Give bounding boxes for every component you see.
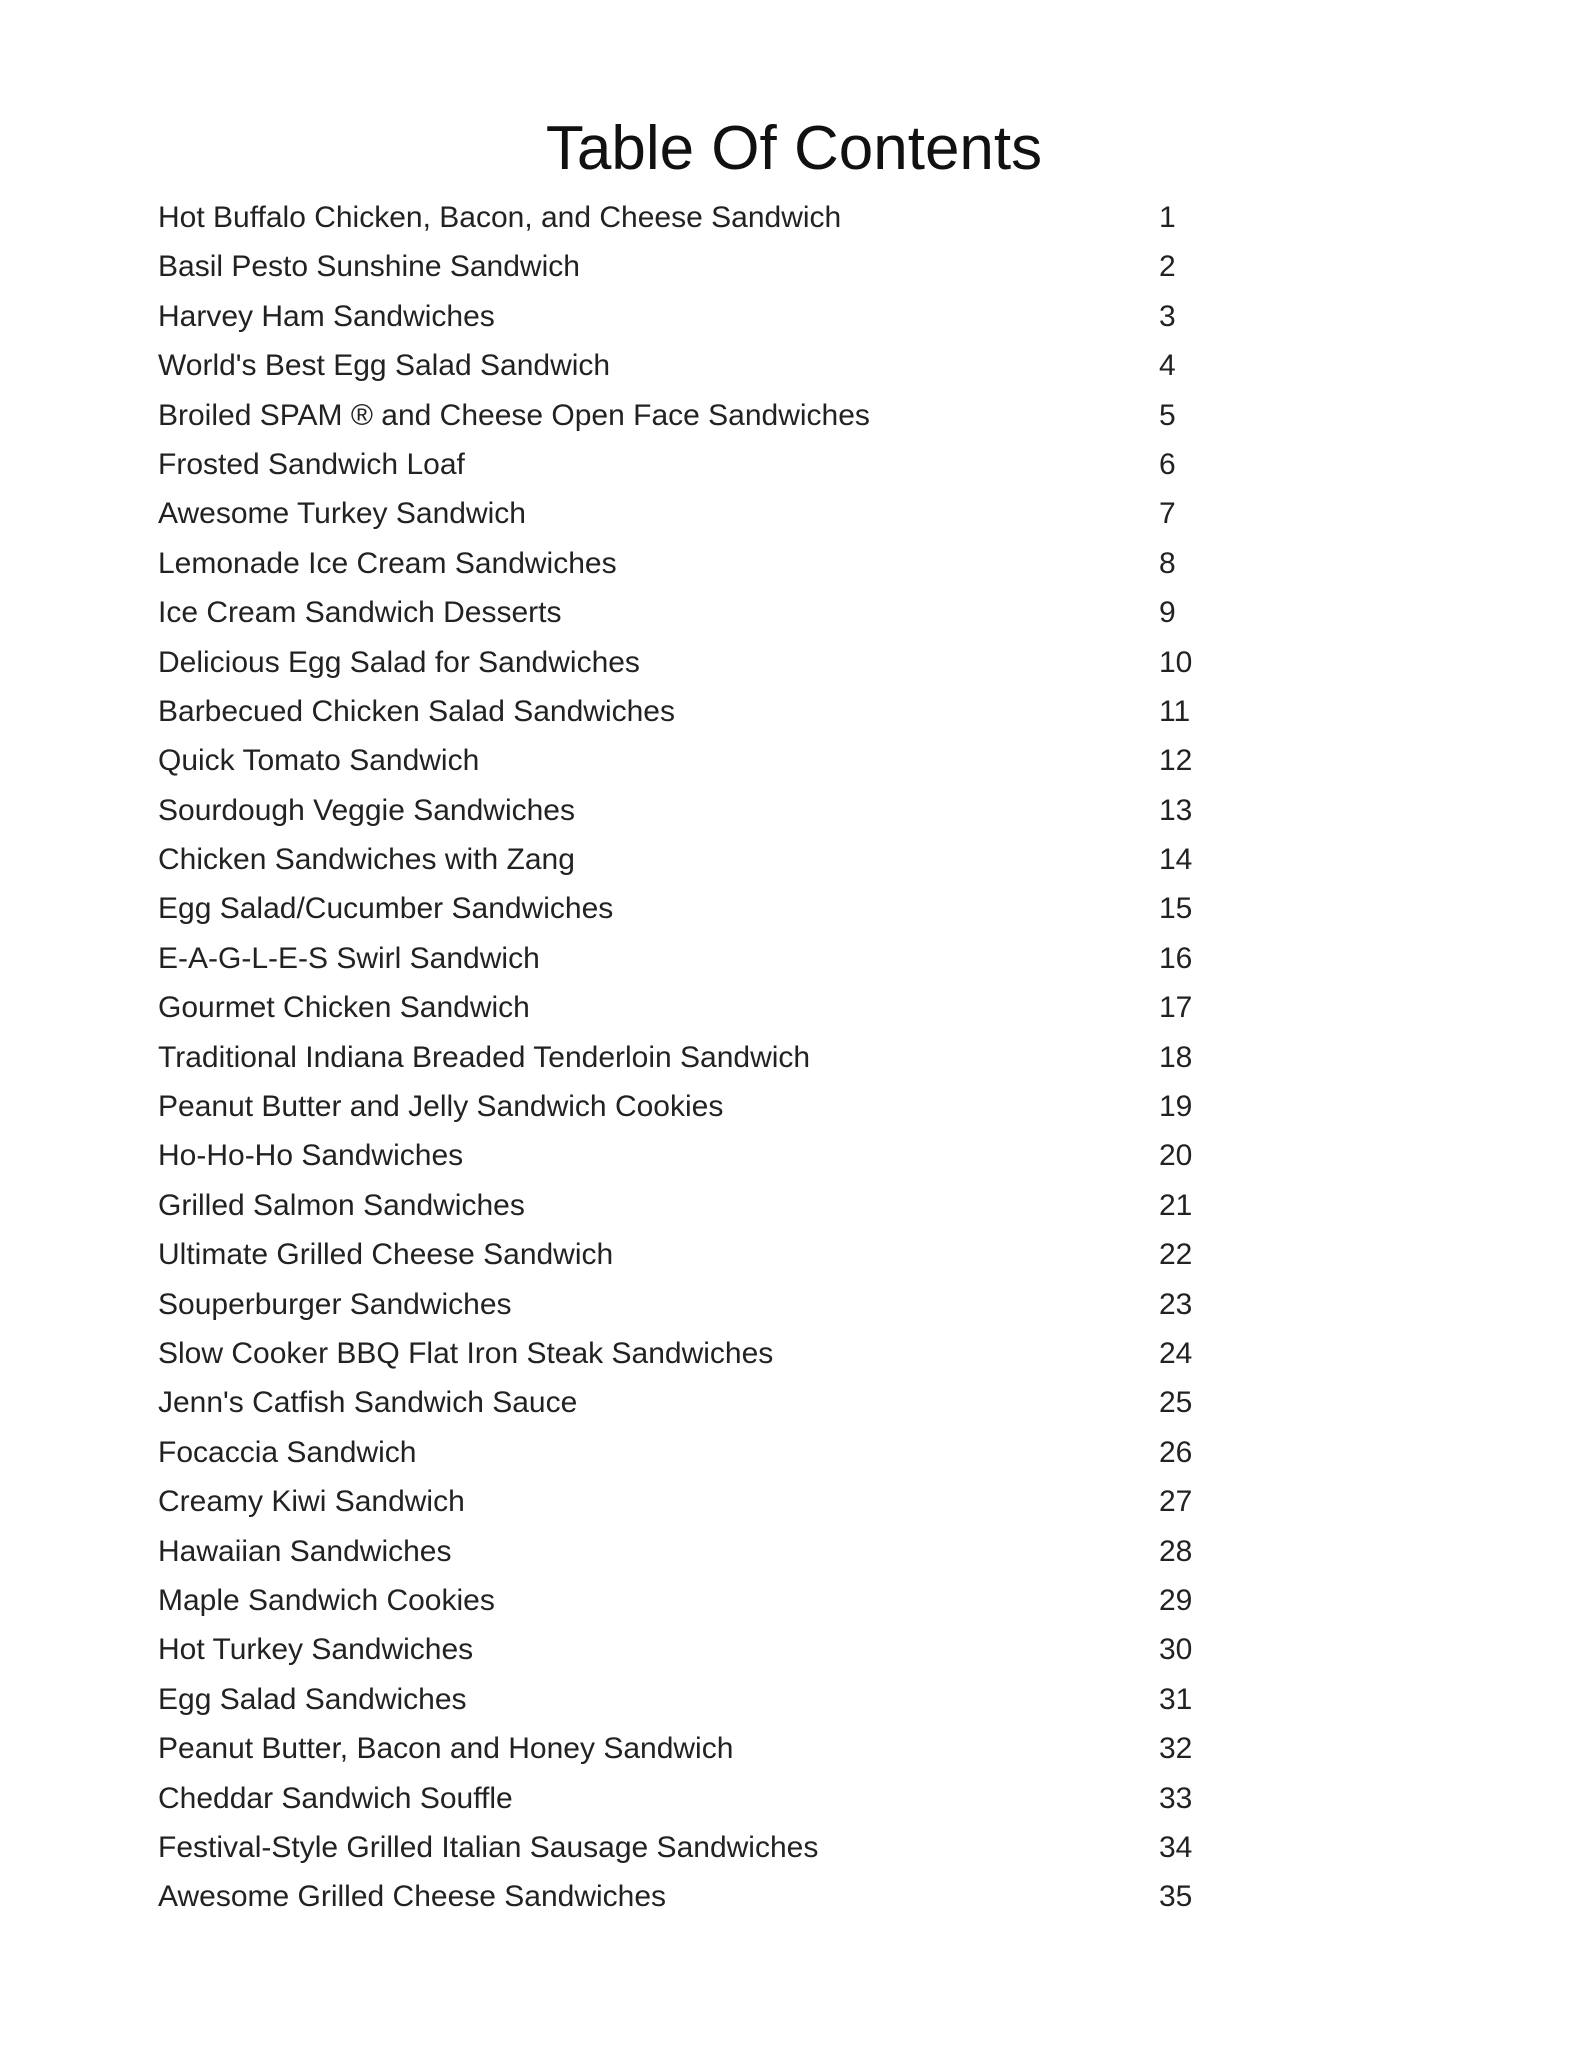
toc-entry-page-number: 4	[1159, 349, 1176, 383]
toc-entry-page-number: 28	[1159, 1534, 1193, 1568]
toc-entry	[158, 884, 1218, 933]
toc-entry	[158, 440, 1218, 489]
toc-entry	[158, 934, 1218, 983]
toc-entry-page-number: 5	[1159, 398, 1176, 432]
toc-entry-title: Grilled Salmon Sandwiches	[158, 1188, 525, 1222]
toc-entry	[158, 1576, 1218, 1625]
toc-entry-page-number: 18	[1159, 1040, 1193, 1074]
toc-entry-page-number: 17	[1159, 991, 1193, 1025]
toc-entry-title: Focaccia Sandwich	[158, 1435, 417, 1469]
toc-entry	[158, 1280, 1218, 1329]
toc-entry	[158, 1082, 1218, 1131]
toc-entry-page-number: 14	[1159, 843, 1193, 877]
toc-entry-title: Barbecued Chicken Salad Sandwiches	[158, 694, 675, 728]
toc-entry-title: Delicious Egg Salad for Sandwiches	[158, 645, 640, 679]
toc-entry-title: Chicken Sandwiches with Zang	[158, 843, 575, 877]
toc-entry	[158, 1724, 1218, 1773]
toc-entry-title: E-A-G-L-E-S Swirl Sandwich	[158, 941, 540, 975]
toc-entry-title: Peanut Butter, Bacon and Honey Sandwich	[158, 1732, 734, 1766]
toc-entry-page-number: 34	[1159, 1830, 1193, 1864]
toc-entry-title: Hot Turkey Sandwiches	[158, 1633, 474, 1667]
toc-entry	[158, 1477, 1218, 1526]
toc-entry	[158, 242, 1218, 291]
toc-entry-title: Egg Salad/Cucumber Sandwiches	[158, 892, 614, 926]
toc-entry	[158, 1428, 1218, 1477]
toc-entry-page-number: 35	[1159, 1880, 1193, 1914]
toc-entry-page-number: 31	[1159, 1682, 1193, 1716]
toc-entry-page-number: 33	[1159, 1781, 1193, 1815]
toc-entry-page-number: 22	[1159, 1238, 1193, 1272]
toc-entry-title: Creamy Kiwi Sandwich	[158, 1485, 465, 1519]
toc-entry-title: Hawaiian Sandwiches	[158, 1534, 452, 1568]
toc-entry	[158, 1625, 1218, 1674]
toc-entry-page-number: 7	[1159, 497, 1176, 531]
toc-entry-title: Ultimate Grilled Cheese Sandwich	[158, 1238, 614, 1272]
toc-entry	[158, 391, 1218, 440]
toc-entry-title: Lemonade Ice Cream Sandwiches	[158, 546, 617, 580]
toc-entry-page-number: 3	[1159, 299, 1176, 333]
toc-entry-title: Awesome Grilled Cheese Sandwiches	[158, 1880, 667, 1914]
toc-entry-page-number: 13	[1159, 793, 1193, 827]
toc-entry-page-number: 32	[1159, 1732, 1193, 1766]
toc-entry-title: Hot Buffalo Chicken, Bacon, and Cheese Sandwich	[158, 201, 842, 234]
toc-entry	[158, 1230, 1218, 1279]
toc-entry	[158, 1033, 1218, 1082]
toc-entry	[158, 1378, 1218, 1427]
table-of-contents-list	[158, 193, 1218, 1922]
toc-entry-title: Sourdough Veggie Sandwiches	[158, 793, 575, 827]
toc-entry-page-number: 30	[1159, 1633, 1193, 1667]
toc-entry	[158, 1872, 1218, 1921]
toc-entry-title: Maple Sandwich Cookies	[158, 1583, 495, 1617]
toc-entry-title: Harvey Ham Sandwiches	[158, 299, 495, 333]
toc-entry-title: Egg Salad Sandwiches	[158, 1682, 467, 1716]
toc-entry	[158, 489, 1218, 538]
toc-entry-page-number: 25	[1159, 1386, 1193, 1420]
page-title: Table Of Contents	[545, 113, 1043, 183]
toc-entry-page-number: 26	[1159, 1435, 1193, 1469]
toc-entry-page-number: 16	[1159, 941, 1193, 975]
toc-entry	[158, 1181, 1218, 1230]
toc-entry-page-number: 2	[1159, 250, 1176, 284]
toc-entry-title: Festival-Style Grilled Italian Sausage Sandwiches	[158, 1830, 819, 1864]
toc-entry-page-number: 15	[1159, 892, 1193, 926]
toc-entry-title: Awesome Turkey Sandwich	[158, 497, 526, 531]
toc-entry-title: Traditional Indiana Breaded Tenderloin Sandwich	[158, 1040, 811, 1074]
toc-entry	[158, 539, 1218, 588]
toc-entry	[158, 835, 1218, 884]
toc-entry-title: Quick Tomato Sandwich	[158, 744, 480, 778]
toc-entry-title: Jenn's Catfish Sandwich Sauce	[158, 1386, 578, 1420]
toc-entry-page-number: 19	[1159, 1090, 1193, 1124]
toc-entry-title: Basil Pesto Sunshine Sandwich	[158, 250, 580, 284]
toc-entry-page-number: 10	[1159, 645, 1193, 679]
toc-entry-page-number: 8	[1159, 546, 1176, 580]
toc-entry-page-number: 6	[1159, 447, 1176, 481]
toc-entry-title: Cheddar Sandwich Souffle	[158, 1781, 513, 1815]
toc-entry-title: Souperburger Sandwiches	[158, 1287, 512, 1321]
toc-entry	[158, 1527, 1218, 1576]
toc-entry-page-number: 21	[1159, 1188, 1193, 1222]
toc-entry	[158, 1675, 1218, 1724]
toc-entry	[158, 1131, 1218, 1180]
toc-entry-title: Ice Cream Sandwich Desserts	[158, 596, 562, 630]
toc-entry-title: Slow Cooker BBQ Flat Iron Steak Sandwiches	[158, 1336, 774, 1370]
toc-entry	[158, 1774, 1218, 1823]
toc-entry	[158, 736, 1218, 785]
toc-entry-page-number: 20	[1159, 1139, 1193, 1173]
toc-entry	[158, 983, 1218, 1032]
toc-entry	[158, 687, 1218, 736]
toc-entry	[158, 1329, 1218, 1378]
toc-entry-page-number: 29	[1159, 1583, 1193, 1617]
toc-entry-page-number: 24	[1159, 1336, 1193, 1370]
toc-entry-title: Gourmet Chicken Sandwich	[158, 991, 530, 1025]
toc-entry-title: Broiled SPAM ® and Cheese Open Face Sandwiches	[158, 398, 870, 432]
toc-entry-title: Ho-Ho-Ho Sandwiches	[158, 1139, 464, 1173]
toc-entry	[158, 1823, 1218, 1872]
toc-entry-title: Frosted Sandwich Loaf	[158, 447, 465, 481]
toc-entry	[158, 638, 1218, 687]
toc-entry-page-number: 1	[1159, 201, 1176, 234]
toc-entry	[158, 341, 1218, 390]
toc-entry-page-number: 11	[1159, 694, 1191, 728]
toc-entry	[158, 193, 1218, 242]
toc-entry-page-number: 27	[1159, 1485, 1193, 1519]
toc-entry-title: Peanut Butter and Jelly Sandwich Cookies	[158, 1090, 724, 1124]
toc-entry	[158, 588, 1218, 637]
toc-entry-title: World's Best Egg Salad Sandwich	[158, 349, 611, 383]
toc-entry-page-number: 23	[1159, 1287, 1193, 1321]
toc-entry-page-number: 12	[1159, 744, 1193, 778]
toc-entry-page-number: 9	[1159, 596, 1176, 630]
toc-entry	[158, 786, 1218, 835]
toc-entry	[158, 292, 1218, 341]
